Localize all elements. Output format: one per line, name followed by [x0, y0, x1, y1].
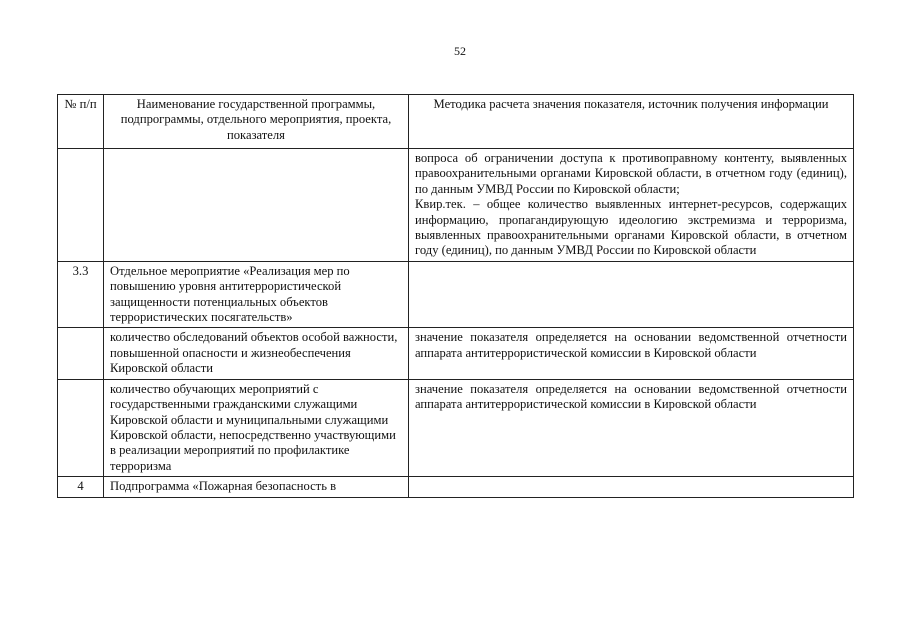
row-method — [409, 477, 854, 497]
row-name: Подпрограмма «Пожарная безопасность в — [104, 477, 409, 497]
header-name: Наименование государственной программы, подпрограммы, отдельного мероприятия, проекта, показателя — [104, 95, 409, 149]
table-row — [58, 379, 854, 476]
row-number — [58, 328, 104, 379]
indicator-table — [57, 94, 854, 498]
method-paragraph: вопроса об ограничении доступа к противоправному контенту, выявленных правоохранительными органами Кировской области, в отчетном году (единиц), по данным УМВД России по Кировской области; — [415, 151, 847, 196]
row-name: количество обследований объектов особой важности, повышенной опасности и жизнеобеспечения Кировской области — [104, 328, 409, 379]
header-method: Методика расчета значения показателя, источник получения информации — [409, 95, 854, 149]
table-row — [58, 477, 854, 497]
row-name: Отдельное мероприятие «Реализация мер по повышению уровня антитеррористической защищенности потенциальных объектов террористических посягательств» — [104, 261, 409, 328]
row-method — [409, 149, 854, 262]
table-row — [58, 261, 854, 328]
header-number: № п/п — [58, 95, 104, 149]
row-number — [58, 379, 104, 476]
row-method: значение показателя определяется на основании ведомственной отчетности аппарата антитеррористической комиссии в Кировской области — [409, 379, 854, 476]
table-row — [58, 149, 854, 262]
row-method: значение показателя определяется на основании ведомственной отчетности аппарата антитеррористической комиссии в Кировской области — [409, 328, 854, 379]
row-name: количество обучающих мероприятий с государственными гражданскими служащими Кировской области и муниципальными служащими Кировской области, непосредственно участвующими в реализации мероприятий по профилактике терроризма — [104, 379, 409, 476]
page-number: 52 — [454, 44, 466, 58]
row-name — [104, 149, 409, 262]
row-number: 3.3 — [58, 261, 104, 328]
table-header-row — [58, 95, 854, 149]
row-number — [58, 149, 104, 262]
table-row — [58, 328, 854, 379]
method-paragraph: Квир.тек. – общее количество выявленных интернет-ресурсов, содержащих информацию, пропагандирующую идеологию экстремизма и терроризма, выявленных правоохранительными органами Кировской области, в отчетном году (единиц), по данным УМВД России по Кировской области — [415, 197, 847, 258]
row-number: 4 — [58, 477, 104, 497]
row-method — [409, 261, 854, 328]
